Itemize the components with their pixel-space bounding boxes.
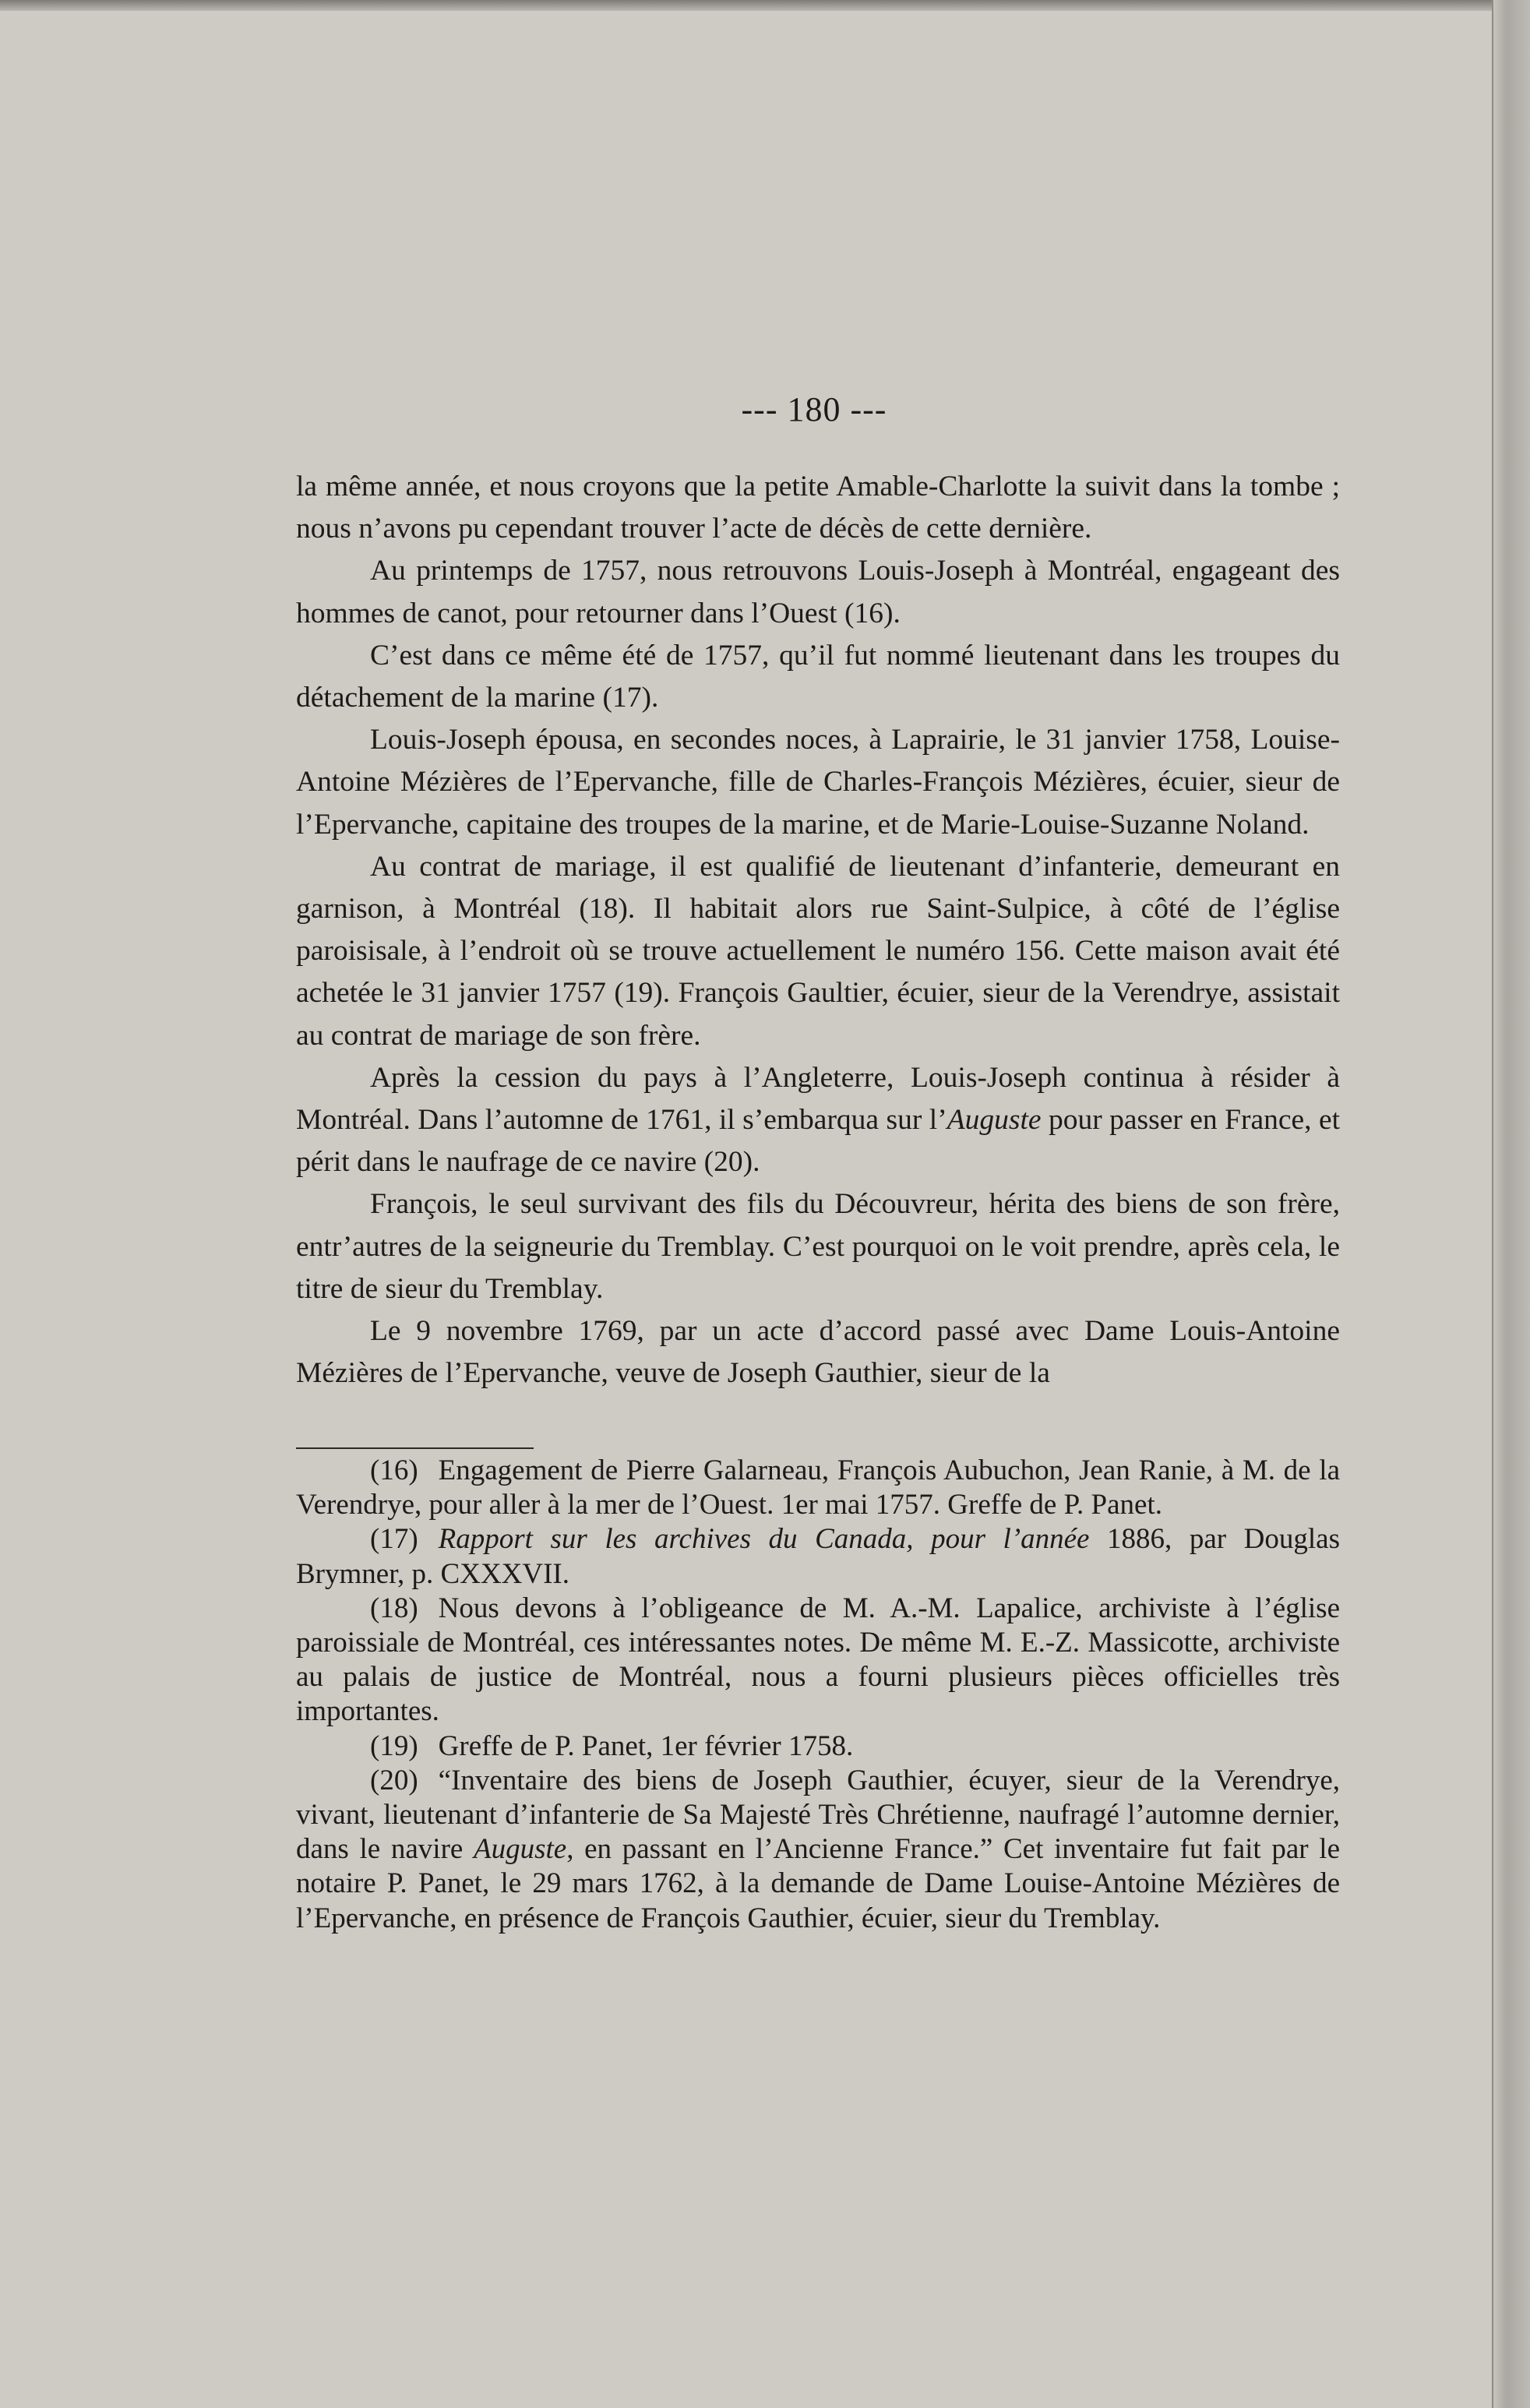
footnote-17 (296, 1522, 1340, 1591)
footnote-text: Engagement de Pierre Galarneau, François Aubuchon, Jean Ranie, à M. de la Verendrye, pour aller à la mer de l’Ouest. 1er mai 1757. Greffe de P. Panet. (296, 1454, 1340, 1521)
book-spine-edge (1492, 0, 1530, 2408)
paragraph-2: Au printemps de 1757, nous retrouvons Louis-Joseph à Montréal, engageant des hommes de canot, pour retourner dans l’Ouest (16). (296, 555, 1340, 629)
footnote-text-end: , en passant en l’Ancienne France.” Cet inventaire fut fait par le notaire P. Panet, le 29 mars 1762, à la demande de Dame Louise-Antoine Mézières de l’Epervanche, en présence de François Gauthier, écuier, sieur du Tremblay. (296, 1833, 1340, 1934)
footnote-text: Greffe de P. Panet, 1er février 1758. (438, 1729, 854, 1762)
paragraph-6-text-a: Après la cession du pays à l’Angleterre, Louis-Joseph continua à résider à Montréal. Dans l’automne de 1761, il s’embarqua sur l’ (296, 1061, 1340, 1137)
footnote-number: (16) (370, 1454, 418, 1486)
footnote-16 (296, 1454, 1340, 1522)
footnote-number: (19) (370, 1729, 418, 1762)
footnote-number: (17) (370, 1523, 418, 1556)
paragraph-8: Le 9 novembre 1769, par un acte d’accord passé avec Dame Louis-Antoine Mézières de l’Epervanche, veuve de Joseph Gauthier, sieur de la (296, 1315, 1340, 1390)
footnote-italic-title: Rapport sur les archives du Canada, pour l’année (438, 1523, 1090, 1556)
footnote-20 (296, 1764, 1340, 1936)
footnote-separator (296, 1447, 534, 1449)
footnotes (296, 1454, 1340, 1936)
footnote-text: 1886, par Douglas Brymner, p. CXXXVII. (296, 1523, 1340, 1590)
footnote-18 (296, 1592, 1340, 1729)
footnote-text: Nous devons à l’obligeance de M. A.-M. Lapalice, archiviste à l’église paroissiale de Montréal, ces intéressantes notes. De même M. E.-Z. Massicotte, archiviste au palais de justice de Montréal, nous a fourni plusieurs pièces officielles très importantes. (296, 1592, 1340, 1728)
footnote-number: (18) (370, 1592, 418, 1624)
footnote-text: “Inventaire des biens de Joseph Gauthier, écuyer, sieur de la Verendrye, vivant, lieutenant d’infanterie de Sa Majesté Très Chrétienne, naufragé l’automne dernier, dans le navire (296, 1764, 1340, 1866)
paragraph-1: la même année, et nous croyons que la petite Amable-Charlotte la suivit dans la tombe ; nous n’avons pu cependant trouver l’acte de décès de cette dernière. (296, 471, 1340, 545)
page-number: --- 180 --- (741, 390, 887, 428)
paragraph-6 (296, 1057, 1340, 1184)
paragraph-3: C’est dans ce même été de 1757, qu’il fut nommé lieutenant dans les troupes du détachement de la marine (17). (296, 639, 1340, 714)
body-text (296, 466, 1340, 1394)
footnote-19 (296, 1729, 1340, 1764)
paragraph-7: François, le seul survivant des fils du Découvreur, hérita des biens de son frère, entr’autres de la seigneurie du Tremblay. C’est pourquoi on le voit prendre, après cela, le titre de sieur du Tremblay. (296, 1188, 1340, 1305)
footnote-italic-ship: Auguste (474, 1833, 567, 1866)
paragraph-5: Au contrat de mariage, il est qualifié de lieutenant d’infanterie, demeurant en garnison, à Montréal (18). Il habitait alors rue Saint-Sulpice, à côté de l’église paroisisale, à l’endroit où se trouve actuellement le numéro 156. Cette maison avait été achetée le 31 janvier 1757 (19). François Gaultier, écuier, sieur de la Verendrye, assistait au contrat de mariage de son frère. (296, 850, 1340, 1052)
footnote-number: (20) (370, 1764, 418, 1796)
paragraph-4: Louis-Joseph épousa, en secondes noces, à Laprairie, le 31 janvier 1758, Louise-Antoine Mézières de l’Epervanche, fille de Charles-François Mézières, écuier, sieur de l’Epervanche, capitaine des troupes de la marine, et de Marie-Louise-Suzanne Noland. (296, 724, 1340, 841)
ship-name-italic: Auguste (947, 1104, 1042, 1137)
page-top-edge (0, 0, 1530, 11)
paragraph-6-text-b: pour passer en France, et périt dans le naufrage de ce navire (20). (296, 1104, 1341, 1179)
